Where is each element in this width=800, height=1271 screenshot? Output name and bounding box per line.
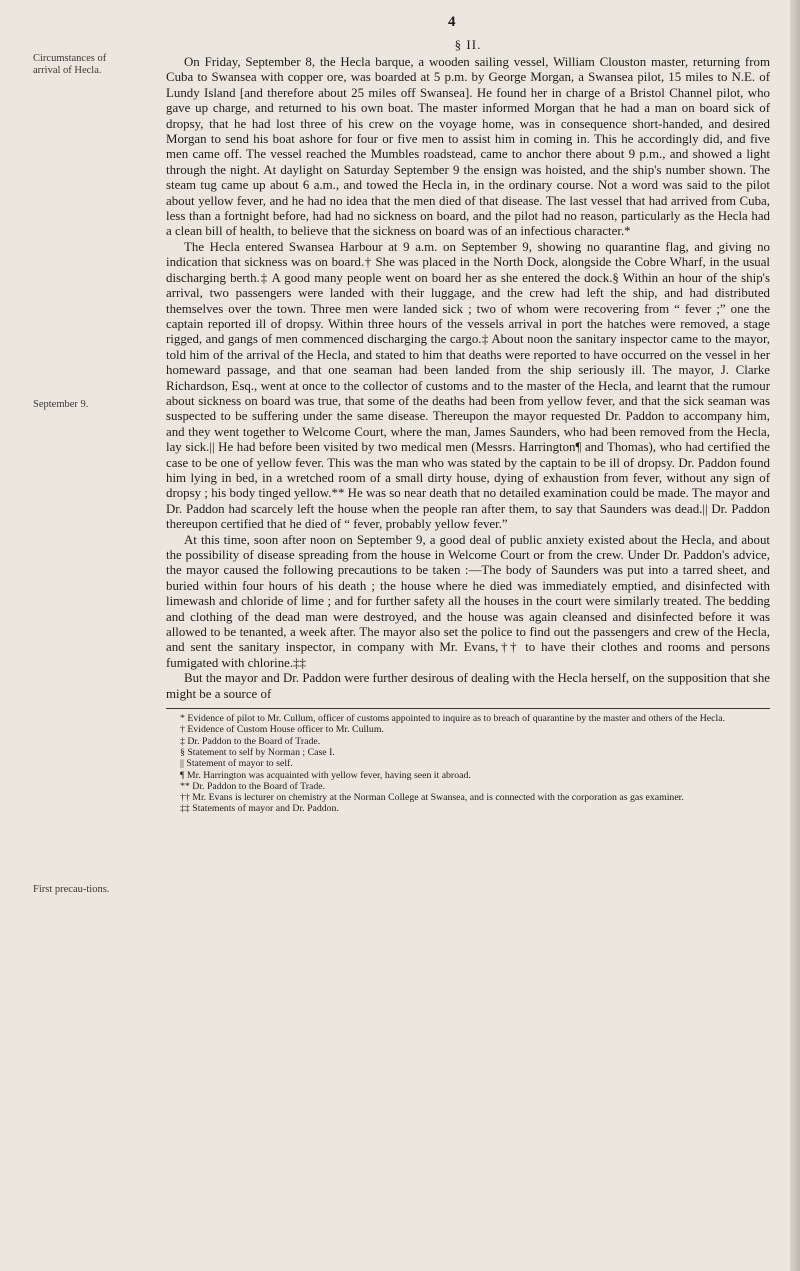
footnote-divider xyxy=(166,708,770,709)
paragraph-precautions: At this time, soon after noon on September 9, a good deal of public anxiety existed about the Hecla, and about the possibility of disease spreading from the house in Welcome Court or from the crew. Under Dr. Paddon's advice, the mayor caused the following precautions to be taken :—The body of Saunders was put into a tarred sheet, and buried within four hours of his death ; the house where he died was immediately emptied, and disinfected with limewash and chloride of lime ; and for further safety all the houses in the court were similarly treated. The bedding and clothing of the dead man were destroyed, and the house was again cleansed and disinfected before it was allowed to be tenanted, a week after. The mayor also set the police to find out the passengers and crew of the Hecla, and sent the sanitary inspector, in company with Mr. Evans,†† to have their clothes and rooms and persons fumigated with chlorine.‡‡ xyxy=(166,532,770,670)
footnote: || Statement of mayor to self. xyxy=(180,758,293,770)
margin-note-precautions: First precau-tions. xyxy=(33,884,110,895)
footnote: ‡ Dr. Paddon to the Board of Trade. xyxy=(180,735,321,747)
paragraph-continuation: But the mayor and Dr. Paddon were further desirous of dealing with the Hecla herself, on the supposition that she might be a source of xyxy=(166,671,770,701)
main-text-column xyxy=(166,37,770,815)
footnotes xyxy=(166,713,770,815)
margin-note-september: September 9. xyxy=(33,399,89,410)
footnote: ¶ Mr. Harrington was acquainted with yellow fever, having seen it abroad. xyxy=(180,769,471,781)
footnote: † Evidence of Custom House officer to Mr. Cullum. xyxy=(180,724,384,736)
paragraph-harbour: The Hecla entered Swansea Harbour at 9 a.m. on September 9, showing no quarantine flag, and giving no indication that sickness was on board.† She was placed in the North Dock, alongside the Cobre Wharf, in the usual discharging berth.‡ A good many people went on board her as she entered the dock.§ Within an hour of the ship's arrival, two passengers were landed with their luggage, and the crew had left the ship, and had distributed themselves over the town. Three men were landed sick ; two of whom were recovering from “ fever ;” one the captain reported ill of dropsy. Within three hours of the vessels arrival in port the hatches were removed, a stage rigged, and gangs of men commenced discharging the cargo.‡ About noon the sanitary inspector came to the mayor, told him of the arrival of the Hecla, and stated to him that deaths were reported to have occurred on the vessel in her homeward passage, and that one seaman had been landed from the ship seriously ill. The mayor, J. Clarke Richardson, Esq., went at once to the collector of customs and to the master of the Hecla, and learnt that the rumour about sickness on board was true, that some of the deaths had been from yellow fever, and that the sick seaman was suspected to be suffering under the same disease. Thereupon the mayor requested Dr. Paddon to accompany him, and they went together to Welcome Court, where the man, James Saunders, who had been removed from the Hecla, lay sick.|| He had before been visited by two medical men (Messrs. Harrington¶ and Thomas), who had certified the case to be one of yellow fever. This was the man who was stated by the captain to be ill of dropsy. Dr. Paddon found him lying in bed, in a wretched room of a small dirty house, dying of exhaustion from fever, without any sign of dropsy ; his body tinged yellow.** He was so near death that no detailed examination could be made. The mayor and Dr. Paddon had scarcely left the house when the people ran after them, to say that Saunders was dead.|| Dr. Paddon thereupon certified that he died of “ fever, probably yellow fever.” xyxy=(166,239,770,532)
margin-note-circumstances: Circumstances of arrival of Hecla. xyxy=(33,53,107,76)
footnote: § Statement to self by Norman ; Case I. xyxy=(180,746,335,758)
footnote: ** Dr. Paddon to the Board of Trade. xyxy=(180,780,326,792)
footnote: * Evidence of pilot to Mr. Cullum, officer of customs appointed to inquire as to breach of quarantine by the master and others of the Hecla. xyxy=(180,713,726,725)
paragraph-arrival: On Friday, September 8, the Hecla barque, a wooden sailing vessel, William Clouston master, returning from Cuba to Swansea with copper ore, was boarded at 5 p.m. by George Morgan, a Swansea pilot, 15 miles to N.E. of Lundy Island [and therefore about 25 miles off Swansea]. He found her in charge of a Bristol Channel pilot, who gave up charge, and returned to his own boat. The master informed Morgan that he had a man on board sick of dropsy, that he had lost three of his crew on the voyage home, was in consequence short-handed, and desired Morgan to send his boat ashore for four or five men to assist him in coming in. This he accordingly did, and five men came off. The vessel reached the Mumbles roadstead, came to anchor there about 9 p.m., and showed a light through the night. At daylight on Saturday September 9 the ensign was hoisted, and the ship's number shown. The steam tug came up about 6 a.m., and towed the Hecla in, in the ordinary course. Not a word was said to the pilot about yellow fever, and he had no idea that the men died of that disease. The last vessel that had arrived from Cuba, less than a fortnight before, had had no sickness on board, and the pilot had no reason, particularly as the Hecla had a clean bill of health, to believe that the sickness on board was of an infectious character.* xyxy=(166,55,770,239)
footnote: ‡‡ Statements of mayor and Dr. Paddon. xyxy=(180,803,339,815)
footnote: †† Mr. Evans is lecturer on chemistry at the Norman College at Swansea, and is connected with the corporation as gas examiner. xyxy=(180,792,684,804)
page-number: 4 xyxy=(448,14,456,30)
page-edge-shadow xyxy=(790,0,800,1271)
section-heading: § II. xyxy=(454,37,482,52)
